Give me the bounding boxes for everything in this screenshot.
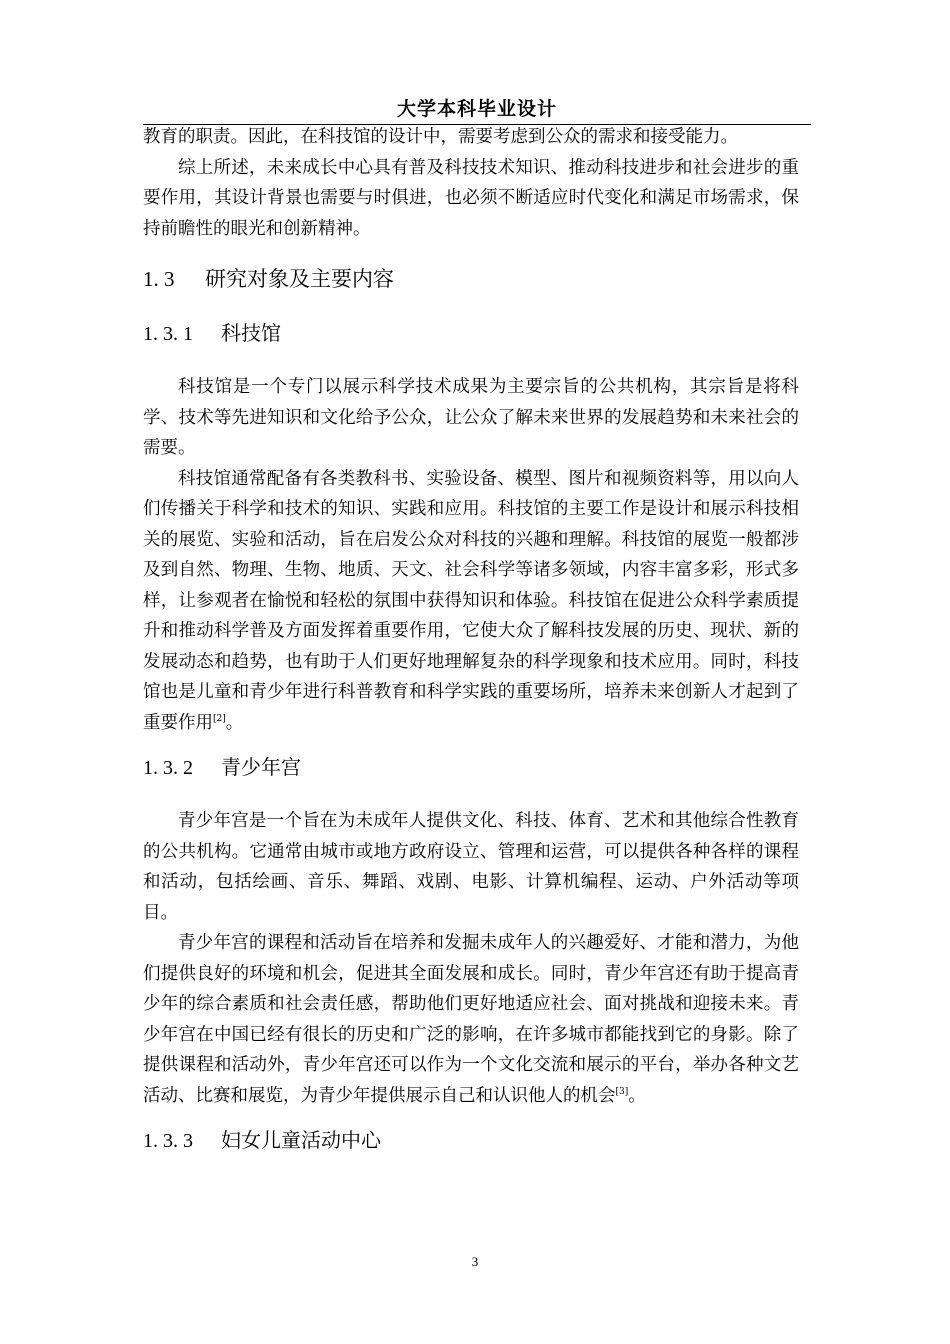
subsection-heading-1-3-1: [143, 318, 799, 349]
page-number: 3: [471, 1254, 479, 1269]
intro-paragraph-1: 教育的职责。因此，在科技馆的设计中，需要考虑到公众的需求和接受能力。: [143, 127, 738, 147]
section-heading-1-3: [143, 264, 799, 294]
citation-reference: [2]: [213, 713, 226, 724]
science-museum-paragraph-2: [143, 464, 799, 739]
subsection-title: 科技馆: [221, 321, 281, 345]
section-title: 研究对象及主要内容: [205, 267, 394, 291]
science-museum-paragraph-1: 科技馆是一个专门以展示科学技术成果为主要宗旨的公共机构，其宗旨是将科学、技术等先进知识和文化给予公众，让公众了解未来世界的发展趋势和未来社会的需要。: [143, 377, 799, 458]
paragraph-text: 科技馆通常配备有各类教科书、实验设备、模型、图片和视频资料等，用以向人们传播关于科学和技术的知识、实践和应用。科技馆的主要工作是设计和展示科技相关的展览、实验和活动，旨在启发公众对科技的兴趣和理解。科技馆的展览一般都涉及到自然、物理、生物、地质、天文、社会科学等诸多领域，内容丰富多彩，形式多样，让参观者在愉悦和轻松的氛围中获得知识和体验。科技馆在促进公众科学素质提升和推动科学普及方面发挥着重要作用，它使大众了解科技发展的历史、现状、新的发展动态和趋势，也有助于人们更好地理解复杂的科学现象和技术应用。同时，科技馆也是儿童和青少年进行科普教育和科学实践的重要场所，培养未来创新人才起到了重要作用: [143, 468, 799, 733]
subsection-title: 妇女儿童活动中心: [221, 1128, 381, 1152]
subsection-heading-1-3-3: [143, 1125, 799, 1156]
subsection-number: 1. 3. 3: [143, 1130, 193, 1152]
paragraph-end: 。: [225, 712, 244, 733]
subsection-number: 1. 3. 2: [143, 757, 193, 779]
subsection-number: 1. 3. 1: [143, 323, 193, 345]
page-header: [143, 94, 811, 125]
youth-palace-paragraph-2: [143, 928, 799, 1111]
subsection-heading-1-3-2: [143, 752, 799, 783]
citation-reference: [3]: [615, 1086, 629, 1097]
document-body: [143, 122, 799, 1179]
youth-palace-paragraph-1: 青少年宫是一个旨在为未成年人提供文化、科技、体育、艺术和其他综合性教育的公共机构。它通常由城市或地方政府设立、管理和运营，可以提供各种各样的课程和活动，包括绘画、音乐、舞蹈、戏剧、电影、计算机编程、运动、户外活动等项目。: [143, 811, 799, 923]
subsection-title: 青少年宫: [221, 755, 301, 779]
section-number: 1. 3: [143, 267, 175, 291]
paragraph-end: 。: [628, 1085, 646, 1106]
header-title: 大学本科毕业设计: [396, 98, 557, 120]
paragraph-text: 青少年宫的课程和活动旨在培养和发掘未成年人的兴趣爱好、才能和潜力，为他们提供良好的环境和机会，促进其全面发展和成长。同时，青少年宫还有助于提高青少年的综合素质和社会责任感，帮助他们更好地适应社会、面对挑战和迎接未来。青少年宫在中国已经有很长的历史和广泛的影响，在许多城市都能找到它的身影。除了提供课程和活动外，青少年宫还可以作为一个文化交流和展示的平台，举办各种文艺活动、比赛和展览，为青少年提供展示自己和认识他人的机会: [143, 933, 799, 1106]
intro-paragraph-2: 综上所述，未来成长中心具有普及科技技术知识、推动科技进步和社会进步的重要作用，其设计背景也需要与时俱进，也必须不断适应时代变化和满足市场需求，保持前瞻性的眼光和创新精神。: [143, 157, 799, 239]
